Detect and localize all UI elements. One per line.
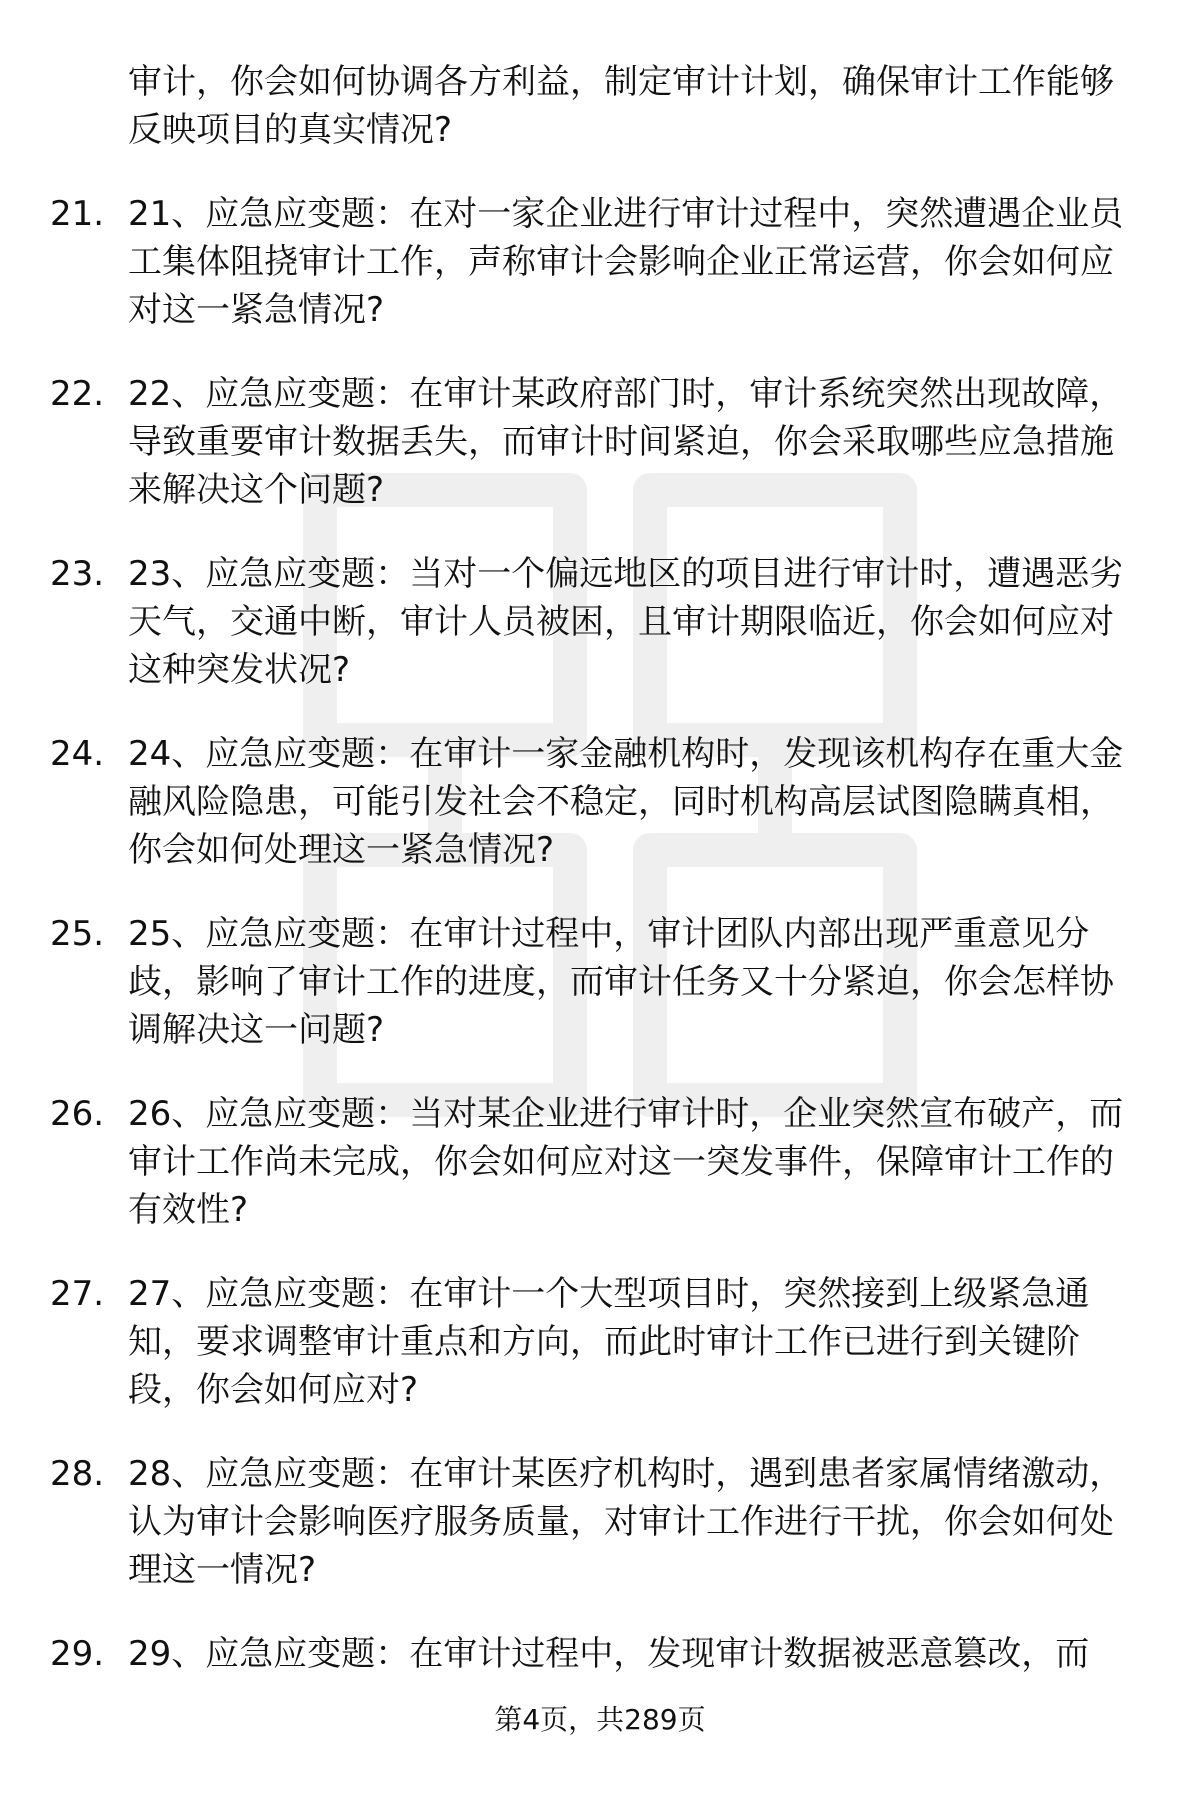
item-number: 24. [50,734,105,774]
item-number: 26. [50,1094,105,1134]
list-item [0,190,1200,370]
item-number: 22. [50,374,105,414]
list-item [0,910,1200,1090]
question-list [0,190,1200,1810]
question-text: 27、应急应变题：在审计一个大型项目时，突然接到上级紧急通知，要求调整审计重点和方向，而此时审计工作已进行到关键阶段，你会如何应对? [128,1274,1090,1410]
question-text: 29、应急应变题：在审计过程中，发现审计数据被恶意篡改，而 [128,1634,1090,1674]
question-text: 25、应急应变题：在审计过程中，审计团队内部出现严重意见分歧，影响了审计工作的进度，而审计任务又十分紧迫，你会怎样协调解决这一问题? [128,914,1114,1050]
page-footer: 第4页，共289页 [494,1703,706,1736]
item-number: 23. [50,554,105,594]
list-item [0,1270,1200,1450]
list-item [0,550,1200,730]
question-text: 22、应急应变题：在审计某政府部门时，审计系统突然出现故障，导致重要审计数据丢失，而审计时间紧迫，你会采取哪些应急措施来解决这个问题? [128,374,1124,510]
item-number: 28. [50,1454,105,1494]
question-text: 23、应急应变题：当对一个偏远地区的项目进行审计时，遭遇恶劣天气，交通中断，审计人员被困，且审计期限临近，你会如何应对这种突发状况? [128,554,1124,690]
question-text: 28、应急应变题：在审计某医疗机构时，遇到患者家属情绪激动，认为审计会影响医疗服务质量，对审计工作进行干扰，你会如何处理这一情况? [128,1454,1124,1590]
item-number: 25. [50,914,105,954]
list-item [0,1450,1200,1630]
list-item [0,370,1200,550]
list-item [0,730,1200,910]
item-number: 21. [50,194,105,234]
question-text: 26、应急应变题：当对某企业进行审计时，企业突然宣布破产，而审计工作尚未完成，你会如何应对这一突发事件，保障审计工作的有效性? [128,1094,1124,1230]
item-number: 29. [50,1634,105,1674]
list-item [0,1090,1200,1270]
item-number: 27. [50,1274,105,1314]
question-text: 24、应急应变题：在审计一家金融机构时，发现该机构存在重大金融风险隐患，可能引发社会不稳定，同时机构高层试图隐瞒真相，你会如何处理这一紧急情况? [128,734,1124,870]
continuation-text: 审计，你会如何协调各方利益，制定审计计划，确保审计工作能够反映项目的真实情况? [128,62,1114,150]
question-text: 21、应急应变题：在对一家企业进行审计过程中，突然遭遇企业员工集体阻挠审计工作，声称审计会影响企业正常运营，你会如何应对这一紧急情况? [128,194,1124,330]
